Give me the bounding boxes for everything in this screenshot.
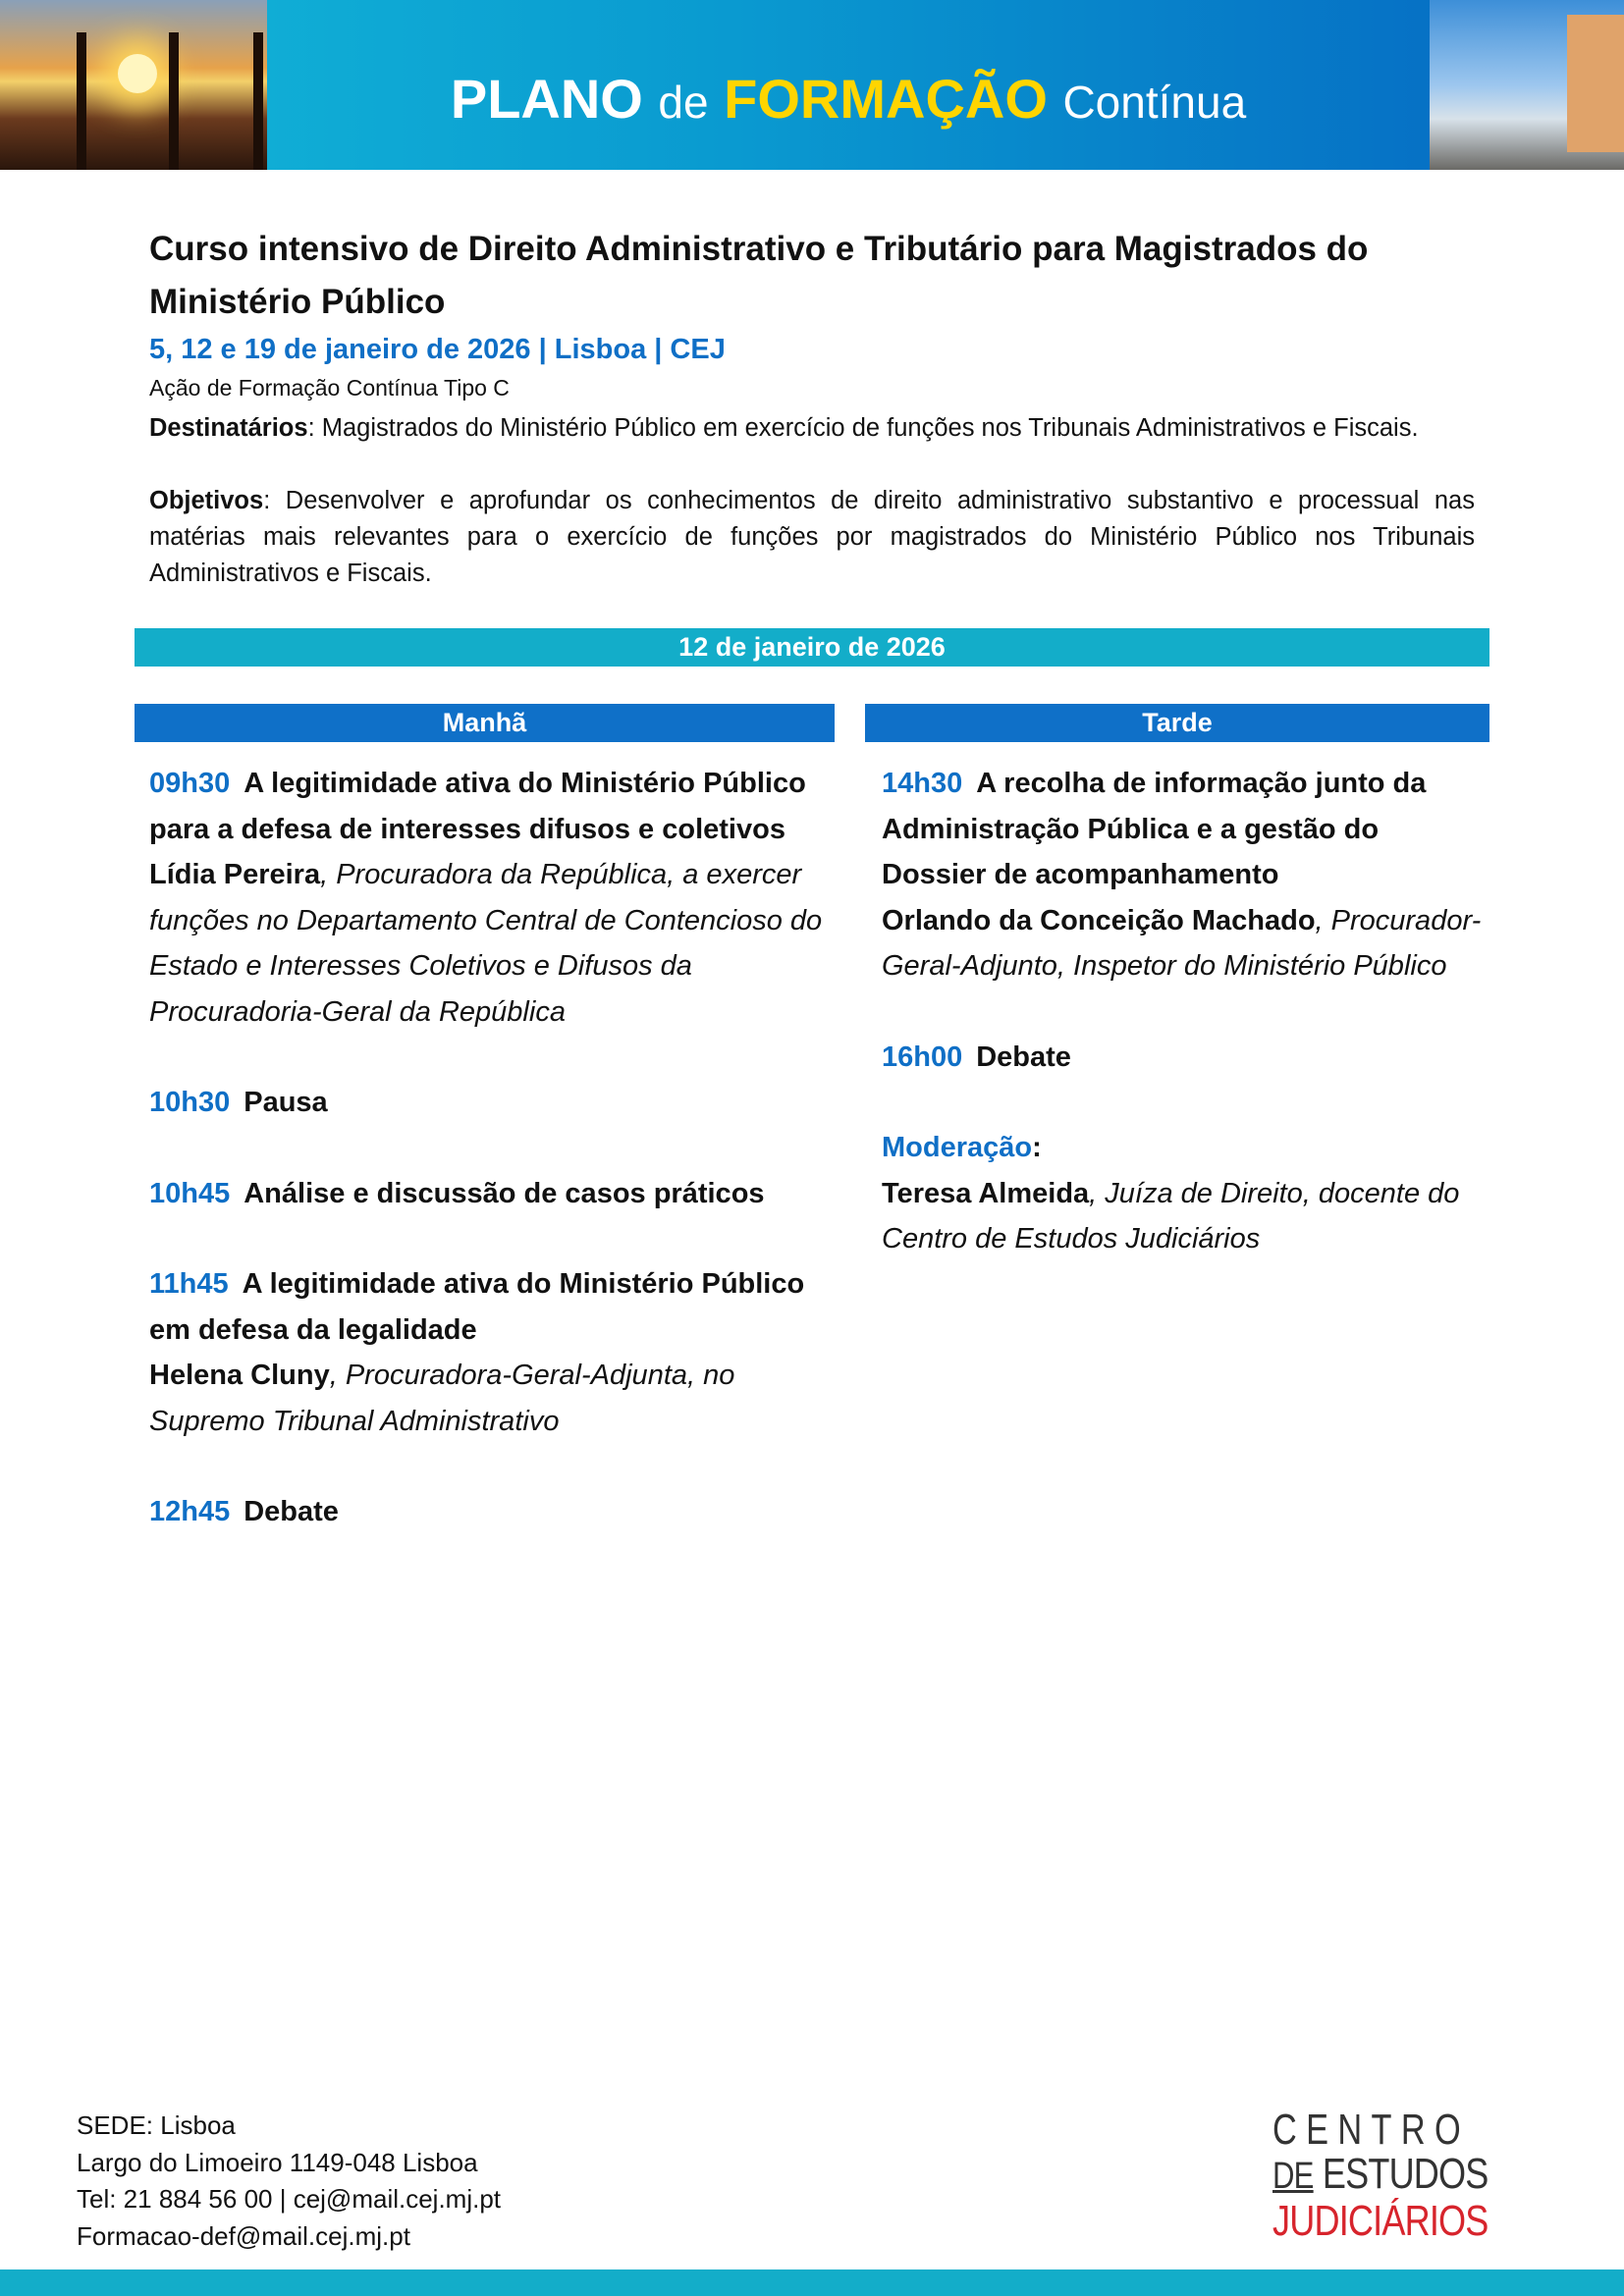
logo-estudos: ESTUDOS bbox=[1322, 2150, 1489, 2198]
course-dates: 5, 12 e 19 de janeiro de 2026 | Lisboa | CEJ bbox=[149, 334, 726, 365]
moderator-role: , Juíza de Direito, docente do Centro de Estudos Judiciários bbox=[882, 1177, 1460, 1255]
speaker-name: Helena Cluny bbox=[149, 1360, 330, 1391]
cej-logo bbox=[1272, 2106, 1530, 2246]
logo-de-estudos bbox=[1272, 2150, 1489, 2199]
moderator-name: Teresa Almeida bbox=[882, 1177, 1090, 1209]
day-header: 12 de janeiro de 2026 bbox=[135, 628, 1489, 667]
item-title: Pausa bbox=[244, 1087, 328, 1118]
item-title: A legitimidade ativa do Ministério Público para a defesa de interesses difusos e coletivos bbox=[149, 768, 806, 845]
item-time: 12h45 bbox=[149, 1496, 231, 1527]
item-time: 10h45 bbox=[149, 1177, 231, 1209]
schedule-item bbox=[149, 1080, 827, 1126]
header-banner bbox=[0, 0, 1624, 170]
item-time: 14h30 bbox=[882, 768, 963, 799]
item-time: 16h00 bbox=[882, 1041, 963, 1073]
speaker-role: , Procuradora da República, a exercer funções no Departamento Central de Contencioso do Estado e Interesses Coletivos e Difusos da Procuradoria-Geral da República bbox=[149, 859, 823, 1028]
speaker-role: , Procuradora-Geral-Adjunta, no Supremo Tribunal Administrativo bbox=[149, 1360, 735, 1437]
speaker-name: Orlando da Conceição Machado bbox=[882, 904, 1316, 936]
logo-centro: CENTRO bbox=[1272, 2106, 1471, 2154]
objectives bbox=[149, 483, 1475, 592]
schedule-item bbox=[149, 1171, 827, 1217]
moderation-label: Moderação bbox=[882, 1132, 1033, 1163]
course-title: Curso intensivo de Direito Administrativo e Tributário para Magistrados do Ministério Público bbox=[149, 230, 1369, 321]
moderation bbox=[882, 1125, 1483, 1262]
item-title: Análise e discussão de casos práticos bbox=[244, 1177, 765, 1209]
speaker-role: , Procurador-Geral-Adjunto, Inspetor do Ministério Público bbox=[882, 904, 1482, 982]
afternoon-header: Tarde bbox=[865, 704, 1489, 742]
morning-header: Manhã bbox=[135, 704, 835, 742]
banner-plano: PLANO bbox=[450, 68, 643, 130]
building-photo bbox=[1430, 0, 1624, 170]
logo-judiciarios: JUDICIÁRIOS bbox=[1272, 2197, 1489, 2245]
target-audience-text: : Magistrados do Ministério Público em exercício de funções nos Tribunais Administrativos e Fiscais. bbox=[307, 414, 1419, 442]
schedule-item bbox=[149, 1261, 827, 1444]
footer-line: Formacao-def@mail.cej.mj.pt bbox=[77, 2220, 410, 2251]
moderation-colon: : bbox=[1032, 1132, 1042, 1163]
item-title: Debate bbox=[976, 1041, 1071, 1073]
banner-continua: Contínua bbox=[1062, 77, 1247, 128]
item-title: A recolha de informação junto da Administração Pública e a gestão do Dossier de acompanhamento bbox=[882, 768, 1427, 890]
item-time: 10h30 bbox=[149, 1087, 231, 1118]
objectives-label: Objetivos bbox=[149, 487, 264, 514]
item-title: A legitimidade ativa do Ministério Público em defesa da legalidade bbox=[149, 1268, 805, 1346]
logo-de: DE bbox=[1272, 2156, 1314, 2197]
footer-address bbox=[77, 2108, 501, 2255]
item-time: 11h45 bbox=[149, 1268, 229, 1300]
fence-spike bbox=[169, 32, 179, 170]
item-title: Debate bbox=[244, 1496, 339, 1527]
fence-spike bbox=[253, 32, 263, 170]
bottom-bar bbox=[0, 2269, 1624, 2296]
schedule-item bbox=[882, 761, 1483, 989]
course-type: Ação de Formação Contínua Tipo C bbox=[149, 375, 510, 400]
banner-title bbox=[267, 67, 1430, 131]
building-shape bbox=[1567, 15, 1624, 152]
speaker-name: Lídia Pereira bbox=[149, 859, 321, 890]
morning-schedule bbox=[149, 761, 827, 1580]
sun-shape bbox=[118, 54, 157, 93]
footer-line: SEDE: Lisboa bbox=[77, 2110, 236, 2140]
item-time: 09h30 bbox=[149, 768, 231, 799]
banner-de: de bbox=[658, 77, 709, 128]
schedule-item bbox=[882, 1035, 1483, 1081]
afternoon-items bbox=[882, 761, 1483, 1080]
footer-line: Tel: 21 884 56 00 | cej@mail.cej.mj.pt bbox=[77, 2184, 502, 2214]
footer-line: Largo do Limoeiro 1149-048 Lisboa bbox=[77, 2147, 478, 2177]
objectives-text: : Desenvolver e aprofundar os conhecimentos de direito administrativo substantivo e processual nas matérias mais relevantes para o exercício de funções por magistrados do Ministério Público nos Tribunais Administrativos e Fiscais. bbox=[149, 487, 1475, 587]
target-audience bbox=[149, 410, 1475, 447]
schedule-item bbox=[149, 761, 827, 1035]
schedule-item bbox=[149, 1489, 827, 1535]
afternoon-schedule bbox=[882, 761, 1483, 1308]
fence-spike bbox=[77, 32, 86, 170]
banner-formacao: FORMAÇÃO bbox=[724, 68, 1048, 130]
target-audience-label: Destinatários bbox=[149, 414, 308, 442]
sunset-photo bbox=[0, 0, 267, 170]
